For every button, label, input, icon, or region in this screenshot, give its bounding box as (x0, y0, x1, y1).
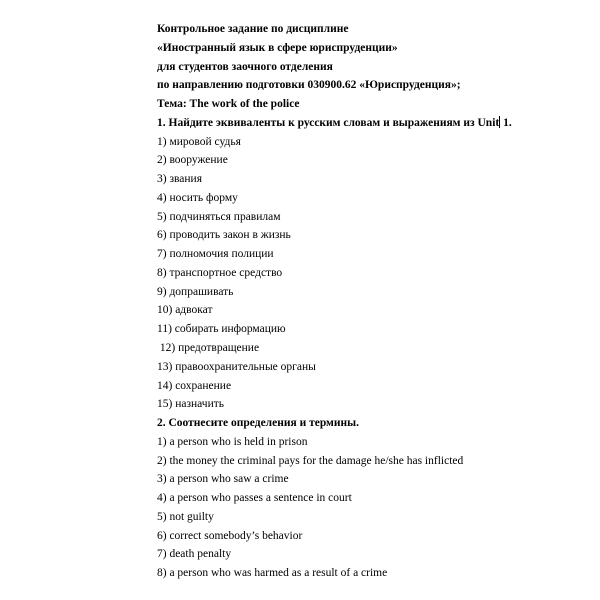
doc-header-line: по направлению подготовки 030900.62 «Юриспруденция»; (157, 79, 461, 92)
section1-item: 4) носить форму (157, 191, 238, 204)
section1-item: 1) мировой судья (157, 135, 241, 148)
section1-item: 14) сохранение (157, 379, 232, 392)
section1-heading-text-before-cursor: 1. Найдите эквиваленты к русским словам и выражениям из Unit (157, 116, 500, 129)
doc-header-line: Контрольное задание по дисциплине (157, 23, 349, 35)
doc-topic-line: Тема: The work of the police (157, 98, 300, 111)
section2-item: 2) the money the criminal pays for the damage he/she has inflicted (157, 454, 464, 467)
section1-item: 8) транспортное средство (157, 266, 283, 279)
section1-heading (157, 114, 577, 133)
section1-item: 10) адвокат (157, 304, 213, 317)
section1-item: 2) вооружение (157, 154, 228, 167)
section2-heading: 2. Соотнесите определения и термины. (157, 417, 359, 430)
section1-item: 5) подчиняться правилам (157, 210, 281, 223)
document-content (157, 20, 577, 583)
section2-item: 1) a person who is held in prison (157, 435, 308, 448)
section1-item: 13) правоохранительные органы (157, 360, 316, 373)
section1-item: 3) звания (157, 173, 202, 186)
section1-item: 9) допрашивать (157, 285, 234, 298)
doc-header-line: «Иностранный язык в сфере юриспруденции» (157, 41, 398, 54)
section1-item: 11) собирать информацию (157, 323, 286, 336)
section1-item: 15) назначить (157, 398, 225, 411)
section1-item: 7) полномочия полиции (157, 248, 274, 261)
section1-heading-text-after-cursor: 1. (500, 116, 512, 129)
doc-header-line: для студентов заочного отделения (157, 60, 333, 73)
section2-item: 3) a person who saw a crime (157, 473, 289, 486)
section2-item: 7) death penalty (157, 548, 232, 561)
section2-item: 5) not guilty (157, 510, 214, 523)
section1-item: 12) предотвращение (157, 342, 260, 355)
section2-item: 6) correct somebody’s behavior (157, 529, 303, 542)
section2-item: 8) a person who was harmed as a result of a crime (157, 567, 388, 580)
section2-item: 4) a person who passes a sentence in court (157, 492, 352, 505)
section1-item: 6) проводить закон в жизнь (157, 229, 291, 242)
